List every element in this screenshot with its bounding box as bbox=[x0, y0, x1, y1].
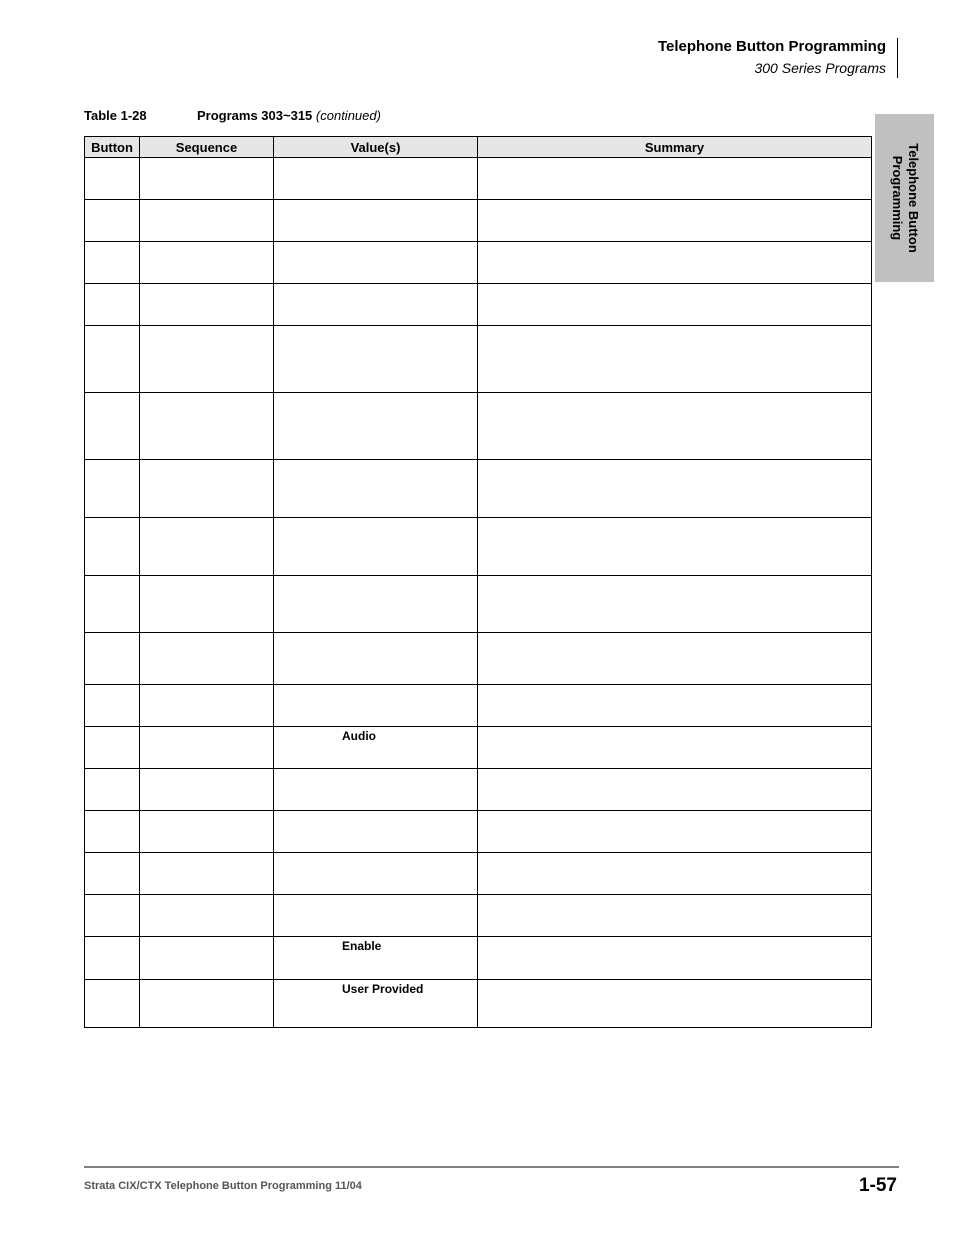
table-row bbox=[85, 242, 872, 284]
table-row bbox=[85, 937, 872, 980]
values-cell bbox=[274, 393, 478, 460]
values-cell bbox=[274, 633, 478, 685]
values-cell bbox=[274, 158, 478, 200]
summary-cell bbox=[478, 284, 872, 326]
summary-cell bbox=[478, 811, 872, 853]
summary-cell bbox=[478, 200, 872, 242]
sequence-cell bbox=[140, 685, 274, 727]
button-cell bbox=[85, 811, 140, 853]
values-cell bbox=[274, 242, 478, 284]
table-number: Table 1-28 bbox=[84, 108, 147, 123]
sequence-cell bbox=[140, 895, 274, 937]
table-row bbox=[85, 460, 872, 518]
summary-cell bbox=[478, 242, 872, 284]
side-tab-text bbox=[889, 143, 921, 253]
table-title bbox=[197, 108, 381, 123]
page-number: 1-57 bbox=[858, 1175, 897, 1196]
button-cell bbox=[85, 727, 140, 769]
values-cell bbox=[274, 853, 478, 895]
summary-cell bbox=[478, 576, 872, 633]
sequence-cell bbox=[140, 853, 274, 895]
sequence-cell bbox=[140, 242, 274, 284]
table-row bbox=[85, 769, 872, 811]
table-row bbox=[85, 518, 872, 576]
button-cell bbox=[85, 242, 140, 284]
sequence-cell bbox=[140, 633, 274, 685]
button-cell bbox=[85, 633, 140, 685]
button-cell bbox=[85, 685, 140, 727]
values-cell bbox=[274, 518, 478, 576]
table-row bbox=[85, 633, 872, 685]
column-header-button: Button bbox=[85, 137, 140, 158]
button-cell bbox=[85, 980, 140, 1028]
sequence-cell bbox=[140, 393, 274, 460]
button-cell bbox=[85, 518, 140, 576]
column-header-summary: Summary bbox=[478, 137, 872, 158]
header-subtitle: 300 Series Programs bbox=[754, 60, 886, 76]
table-row bbox=[85, 158, 872, 200]
header-title: Telephone Button Programming bbox=[657, 38, 886, 55]
table-row bbox=[85, 685, 872, 727]
summary-cell bbox=[478, 937, 872, 980]
table-row bbox=[85, 200, 872, 242]
button-cell bbox=[85, 284, 140, 326]
side-tab bbox=[875, 114, 934, 282]
header-divider bbox=[897, 38, 898, 78]
table-row bbox=[85, 576, 872, 633]
table-row bbox=[85, 284, 872, 326]
sequence-cell bbox=[140, 326, 274, 393]
summary-cell bbox=[478, 980, 872, 1028]
summary-cell bbox=[478, 769, 872, 811]
sequence-cell bbox=[140, 980, 274, 1028]
summary-cell bbox=[478, 158, 872, 200]
values-cell bbox=[274, 200, 478, 242]
footer-doc-title: Strata CIX/CTX Telephone Button Programming 11/04 bbox=[84, 1180, 362, 1192]
sequence-cell bbox=[140, 727, 274, 769]
summary-cell bbox=[478, 895, 872, 937]
table-row bbox=[85, 393, 872, 460]
sequence-cell bbox=[140, 769, 274, 811]
summary-cell bbox=[478, 393, 872, 460]
summary-cell bbox=[478, 460, 872, 518]
values-cell bbox=[274, 284, 478, 326]
sequence-cell bbox=[140, 518, 274, 576]
table-row bbox=[85, 727, 872, 769]
table-continued: (continued) bbox=[315, 108, 381, 123]
summary-cell bbox=[478, 518, 872, 576]
sequence-cell bbox=[140, 284, 274, 326]
table-row bbox=[85, 811, 872, 853]
button-cell bbox=[85, 158, 140, 200]
summary-cell bbox=[478, 326, 872, 393]
button-cell bbox=[85, 200, 140, 242]
summary-cell bbox=[478, 685, 872, 727]
sequence-cell bbox=[140, 937, 274, 980]
button-cell bbox=[85, 460, 140, 518]
values-cell bbox=[274, 811, 478, 853]
summary-cell bbox=[478, 853, 872, 895]
footer-divider bbox=[84, 1166, 899, 1168]
table-row bbox=[85, 980, 872, 1028]
button-cell bbox=[85, 576, 140, 633]
values-cell: User Provided bbox=[274, 980, 478, 1028]
side-tab-line1: Telephone Button bbox=[905, 143, 921, 253]
table-row bbox=[85, 853, 872, 895]
values-cell bbox=[274, 460, 478, 518]
button-cell bbox=[85, 895, 140, 937]
values-cell bbox=[274, 685, 478, 727]
values-cell bbox=[274, 895, 478, 937]
values-cell: Audio bbox=[274, 727, 478, 769]
programs-table bbox=[84, 136, 872, 1028]
sequence-cell bbox=[140, 200, 274, 242]
button-cell bbox=[85, 393, 140, 460]
table-caption bbox=[84, 108, 381, 123]
table-header-row bbox=[85, 137, 872, 158]
values-cell bbox=[274, 576, 478, 633]
sequence-cell bbox=[140, 158, 274, 200]
values-cell: Enable bbox=[274, 937, 478, 980]
table-row bbox=[85, 326, 872, 393]
button-cell bbox=[85, 326, 140, 393]
column-header-values: Value(s) bbox=[274, 137, 478, 158]
summary-cell bbox=[478, 727, 872, 769]
table-title-text: Programs 303~315 bbox=[197, 108, 313, 123]
button-cell bbox=[85, 853, 140, 895]
sequence-cell bbox=[140, 576, 274, 633]
summary-cell bbox=[478, 633, 872, 685]
button-cell bbox=[85, 937, 140, 980]
values-cell bbox=[274, 769, 478, 811]
table-row bbox=[85, 895, 872, 937]
sequence-cell bbox=[140, 811, 274, 853]
column-header-sequence: Sequence bbox=[140, 137, 274, 158]
table-body bbox=[85, 158, 872, 1028]
sequence-cell bbox=[140, 460, 274, 518]
values-cell bbox=[274, 326, 478, 393]
side-tab-line2: Programming bbox=[889, 155, 905, 241]
button-cell bbox=[85, 769, 140, 811]
